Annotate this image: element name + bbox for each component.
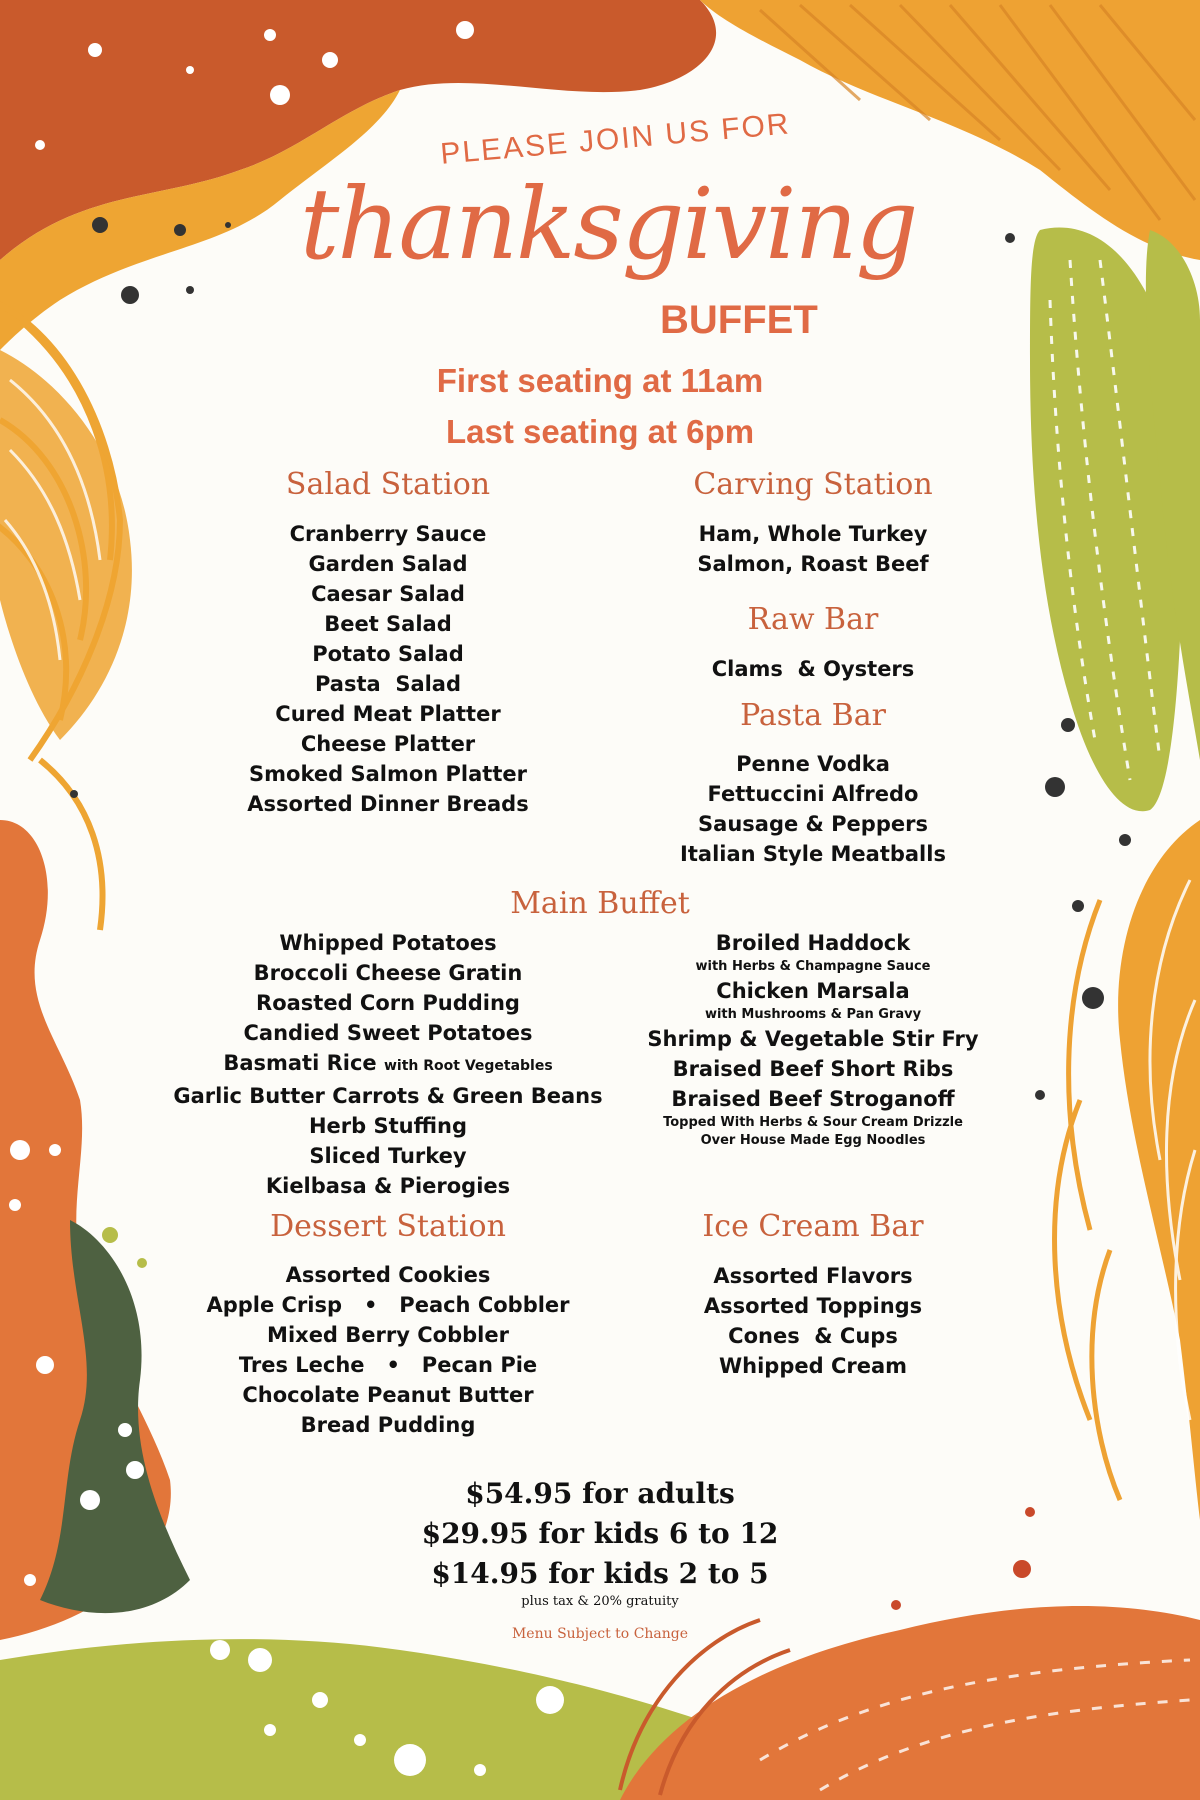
- list-item: Italian Style Meatballs: [680, 842, 946, 866]
- pasta-bar-heading: Pasta Bar: [740, 698, 886, 733]
- pricing-block: [380, 1474, 820, 1610]
- list-item: Chocolate Peanut Butter: [242, 1383, 534, 1407]
- list-item: Garlic Butter Carrots & Green Beans: [173, 1084, 603, 1108]
- main-buffet-right-list: [628, 928, 998, 1150]
- list-item: Assorted Dinner Breads: [247, 792, 529, 816]
- list-item: Sausage & Peppers: [698, 812, 928, 836]
- price-note: plus tax & 20% gratuity: [521, 1594, 679, 1609]
- list-item: Cured Meat Platter: [275, 702, 501, 726]
- main-buffet-heading: Main Buffet: [510, 886, 690, 921]
- item-note: Over House Made Egg Noodles: [700, 1133, 926, 1148]
- list-item: Garden Salad: [308, 552, 468, 576]
- list-item: Bread Pudding: [300, 1413, 476, 1437]
- list-item: Cheese Platter: [300, 732, 476, 756]
- list-item: Tres Leche • Pecan Pie: [238, 1353, 538, 1377]
- list-item: Fettuccini Alfredo: [707, 782, 919, 806]
- list-item: Assorted Toppings: [703, 1294, 923, 1318]
- carving-station-list: [643, 519, 983, 579]
- price-kids-6-12: $29.95 for kids 6 to 12: [421, 1517, 779, 1550]
- list-item: Kielbasa & Pierogies: [265, 1174, 511, 1198]
- list-item: Smoked Salmon Platter: [249, 762, 527, 786]
- list-item: Broiled Haddock: [715, 931, 911, 955]
- invite-text: PLEASE JOIN US FOR: [439, 107, 792, 171]
- price-adults: $54.95 for adults: [465, 1477, 735, 1510]
- item-note: with Herbs & Champagne Sauce: [695, 959, 931, 974]
- list-item: Roasted Corn Pudding: [256, 991, 520, 1015]
- list-item: Clams & Oysters: [711, 657, 915, 681]
- dessert-station-list: [188, 1260, 588, 1440]
- list-item: Potato Salad: [312, 642, 464, 666]
- list-item: Apple Crisp • Peach Cobbler: [206, 1293, 570, 1317]
- list-item: Salmon, Roast Beef: [697, 552, 929, 576]
- item-note: with Mushrooms & Pan Gravy: [704, 1007, 922, 1022]
- list-item: Pasta Salad: [314, 672, 462, 696]
- price-kids-2-5: $14.95 for kids 2 to 5: [431, 1557, 769, 1590]
- list-item: Assorted Cookies: [285, 1263, 491, 1287]
- list-item: Whipped Potatoes: [279, 931, 497, 955]
- list-item: Candied Sweet Potatoes: [243, 1021, 533, 1045]
- list-item: Braised Beef Short Ribs: [672, 1057, 954, 1081]
- list-item: Broccoli Cheese Gratin: [253, 961, 523, 985]
- list-item: Assorted Flavors: [713, 1264, 913, 1288]
- list-item: Penne Vodka: [736, 752, 890, 776]
- raw-bar-heading: Raw Bar: [747, 602, 879, 637]
- ice-cream-bar-list: [643, 1261, 983, 1381]
- list-item: Caesar Salad: [311, 582, 465, 606]
- last-seating: Last seating at 6pm: [445, 413, 755, 450]
- pasta-bar-list: [643, 749, 983, 869]
- list-item: Cones & Cups: [728, 1324, 898, 1348]
- dessert-station-heading: Dessert Station: [270, 1209, 506, 1244]
- item-name: Basmati Rice: [223, 1051, 377, 1075]
- list-item: Shrimp & Vegetable Stir Fry: [647, 1027, 979, 1051]
- list-item: Ham, Whole Turkey: [698, 522, 928, 546]
- first-seating: First seating at 11am: [436, 362, 764, 399]
- item-note: with Root Vegetables: [383, 1058, 553, 1074]
- list-item: Sliced Turkey: [309, 1144, 467, 1168]
- list-item: Beet Salad: [324, 612, 452, 636]
- list-item: Cranberry Sauce: [289, 522, 487, 546]
- list-item: Chicken Marsala: [716, 979, 910, 1003]
- item-note: Topped With Herbs & Sour Cream Drizzle: [663, 1115, 963, 1130]
- list-item: Whipped Cream: [718, 1354, 908, 1378]
- list-item: Mixed Berry Cobbler: [267, 1323, 509, 1347]
- salad-station-list: [218, 519, 558, 819]
- list-item: [168, 1048, 608, 1081]
- buffet-subtitle: BUFFET: [660, 298, 818, 342]
- salad-station-heading: Salad Station: [285, 467, 491, 502]
- list-item: Herb Stuffing: [308, 1114, 468, 1138]
- title-script: thanksgiving: [300, 168, 917, 282]
- carving-station-heading: Carving Station: [693, 467, 933, 502]
- ice-cream-bar-heading: Ice Cream Bar: [702, 1209, 924, 1244]
- list-item: Braised Beef Stroganoff: [671, 1087, 955, 1111]
- main-buffet-left-list: [168, 928, 608, 1201]
- raw-bar-list: [643, 654, 983, 684]
- menu-disclaimer: Menu Subject to Change: [511, 1626, 689, 1642]
